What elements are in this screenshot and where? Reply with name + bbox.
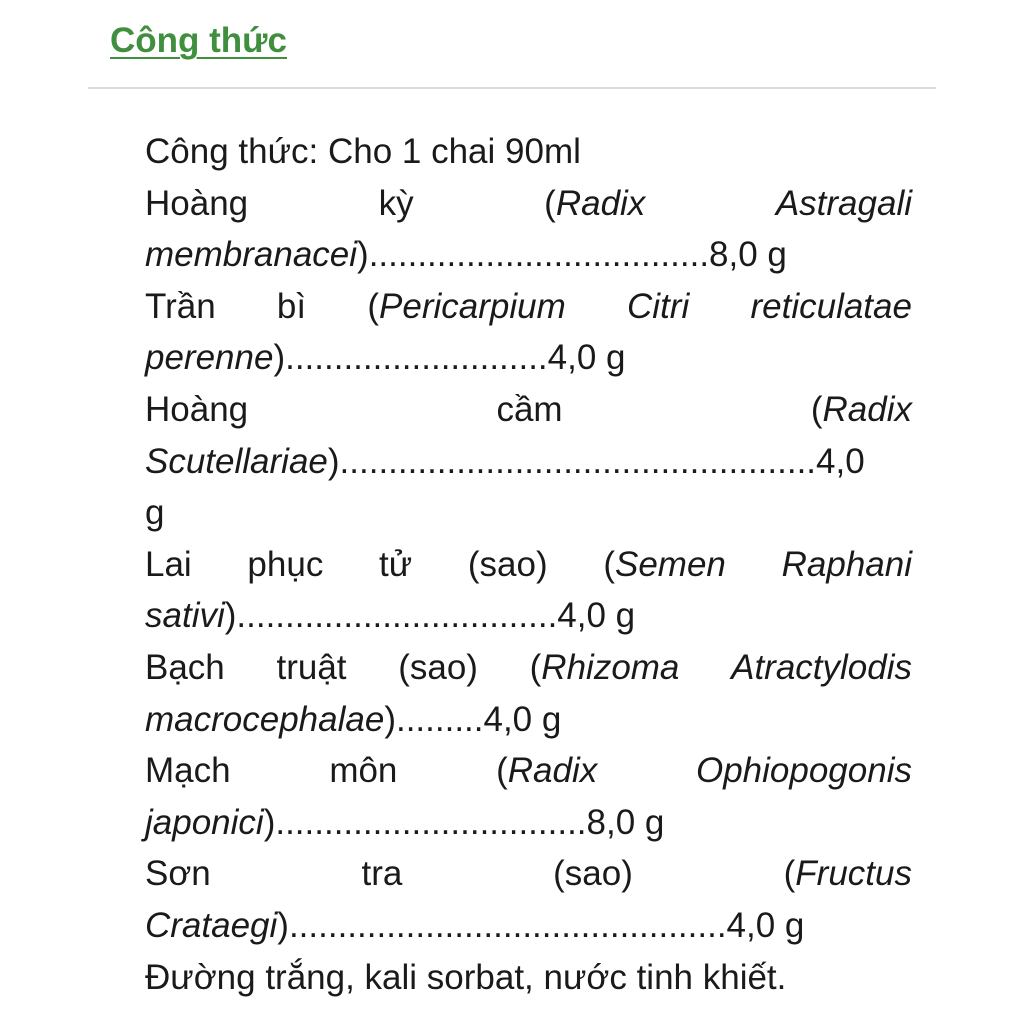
ingredient-word: Lai <box>145 544 192 584</box>
ingredient-item <box>145 384 912 539</box>
ingredient-list <box>145 178 912 952</box>
ingredient-item <box>145 178 912 281</box>
ingredient-word: Bạch <box>145 647 225 687</box>
ingredient-word: Ophiopogonis <box>695 751 912 791</box>
ingredient-item <box>145 745 912 848</box>
ingredient-amount-line: perenne)...........................4,0 g <box>145 338 626 378</box>
ingredient-word: môn <box>329 751 398 791</box>
ingredient-name-line <box>145 848 912 900</box>
formula-intro: Công thức: Cho 1 chai 90ml <box>145 132 581 171</box>
formula-content <box>145 126 912 1003</box>
ingredient-item <box>145 642 912 745</box>
ingredient-word: cầm <box>496 389 563 429</box>
ingredient-word: tử <box>379 544 413 584</box>
ingredient-word: (Radix <box>496 751 598 791</box>
ingredient-word: bì <box>276 286 307 326</box>
ingredient-word: reticulatae <box>750 286 912 326</box>
ingredient-word: (Fructus <box>783 854 912 894</box>
ingredient-name-line <box>145 642 912 694</box>
ingredient-word: Atractylodis <box>731 647 912 687</box>
ingredient-amount-line: japonici)................................8,0 g <box>145 802 665 842</box>
ingredient-word: (Semen <box>603 544 726 584</box>
ingredient-word: Hoàng <box>145 183 249 223</box>
ingredient-word: (Pericarpium <box>367 286 566 326</box>
ingredient-item <box>145 281 912 384</box>
ingredient-word: (sao) <box>398 647 478 687</box>
ingredient-word: truật <box>276 647 347 687</box>
ingredient-name-line <box>145 281 912 333</box>
ingredient-item <box>145 848 912 951</box>
ingredient-word: Sơn <box>145 854 211 894</box>
ingredient-name-line <box>145 384 912 436</box>
ingredient-word: phục <box>247 544 324 584</box>
ingredient-word: Raphani <box>781 544 912 584</box>
ingredient-name-line <box>145 178 912 230</box>
ingredient-word: Hoàng <box>145 389 249 429</box>
ingredient-name-line <box>145 745 912 797</box>
ingredient-word: (sao) <box>553 854 633 894</box>
ingredient-word: kỳ <box>378 183 414 223</box>
ingredient-item <box>145 539 912 642</box>
ingredient-word: Mạch <box>145 751 231 791</box>
ingredient-amount-line: Crataegi).............................................4,0 g <box>145 905 805 945</box>
ingredient-name-line <box>145 539 912 591</box>
section-heading[interactable]: Công thức <box>110 21 287 60</box>
ingredient-amount-line: membranacei)...................................8,0 g <box>145 235 787 275</box>
ingredient-word: (sao) <box>467 544 548 584</box>
ingredient-amount-line: sativi).................................4,0 g <box>145 596 636 636</box>
ingredient-word: tra <box>361 854 403 894</box>
divider <box>88 87 936 89</box>
ingredient-word: Trần <box>145 286 216 326</box>
ingredient-word: Astragali <box>775 183 912 223</box>
ingredient-word: (Radix <box>544 183 646 223</box>
ingredient-word: Citri <box>627 286 690 326</box>
ingredient-word: (Radix <box>810 389 912 429</box>
ingredient-amount-line: Scutellariae).................................................4,0 <box>145 441 865 481</box>
formula-excipients: Đường trắng, kali sorbat, nước tinh khiết. <box>145 957 787 997</box>
ingredient-amount-unit: g <box>145 493 165 533</box>
ingredient-amount-line: macrocephalae).........4,0 g <box>145 699 562 739</box>
ingredient-word: (Rhizoma <box>529 647 680 687</box>
